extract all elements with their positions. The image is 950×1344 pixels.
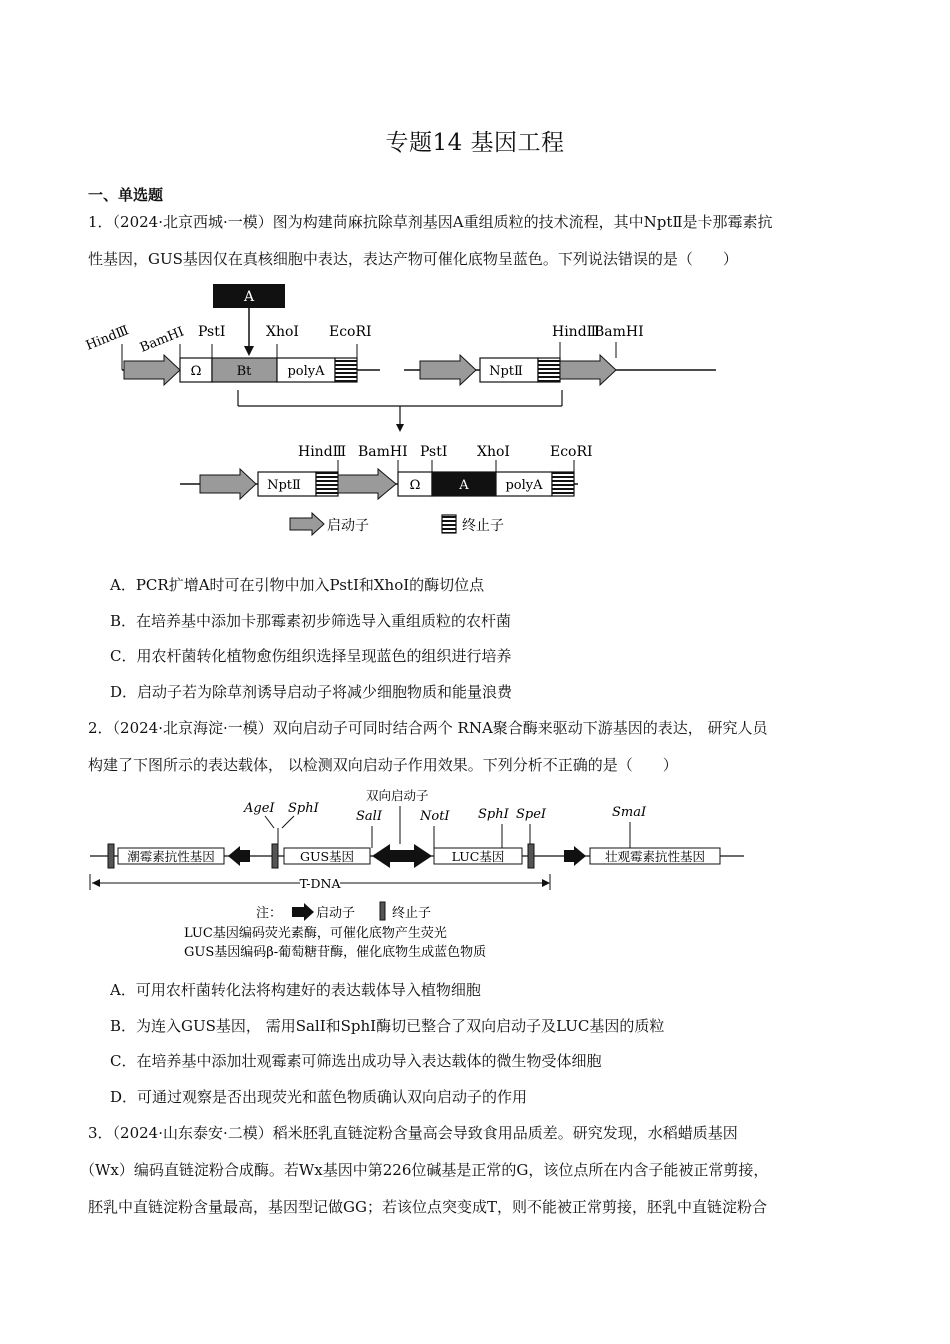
sma-site-label: SmaⅠ — [612, 805, 647, 820]
q2-option-b: B．为连入GUS基因， 需用SalI和SphI酶切已整合了双向启动子及LUC基因的质粒 — [110, 1017, 665, 1035]
npt-label-recomb: NptⅡ — [267, 478, 301, 493]
xho-label-recomb: XhoⅠ — [477, 444, 510, 460]
sal-site-label: SalⅠ — [356, 809, 382, 824]
q1-figure — [83, 280, 644, 542]
note-gus: GUS基因编码β-葡萄糖苷酶，催化底物生成蓝色物质 — [184, 945, 487, 960]
tdna-label: T-DNA — [299, 876, 341, 891]
q2-stem-line2: 构建了下图所示的表达载体， 以检测双向启动子作用效果。下列分析不正确的是（ ） — [88, 756, 678, 774]
note-prefix: 注： — [256, 906, 283, 921]
q1-option-c: C．用农杆菌转化植物愈伤组织选择呈现蓝色的组织进行培养 — [110, 647, 512, 665]
page-title: 专题14 基因工程 — [385, 130, 565, 156]
q2-stem-line1: 2．（2024·北京海淀·一模）双向启动子可同时结合两个 RNA聚合酶来驱动下游基因的表达， 研究人员 — [88, 719, 768, 737]
legend-promoter-symbol — [290, 513, 324, 535]
hind-label-right: HindⅢ — [552, 324, 601, 340]
q2-option-c: C．在培养基中添加壮观霉素可筛选出成功导入表达载体的微生物受体细胞 — [110, 1052, 602, 1070]
q1-option-b: B．在培养基中添加卡那霉素初步筛选导入重组质粒的农杆菌 — [110, 612, 512, 630]
note-terminator-label: 终止子 — [392, 906, 432, 921]
hyg-gene-label: 潮霉素抗性基因 — [127, 849, 215, 864]
note-terminator-symbol — [380, 902, 385, 920]
bt-label: Bt — [236, 364, 252, 379]
legend-terminator-label: 终止子 — [462, 518, 504, 534]
note-promoter-symbol — [292, 903, 314, 921]
bidir-promoter-label: 双向启动子 — [366, 788, 429, 803]
not-site-label: NotⅠ — [420, 809, 450, 824]
promoter-arrow — [124, 355, 180, 385]
polya-label: polyA — [287, 364, 325, 379]
q2-option-a: A．可用农杆菌转化法将构建好的表达载体导入植物细胞 — [110, 981, 481, 999]
q1-stem-line2: 性基因，GUS基因仅在真核细胞中表达，表达产物可催化底物呈蓝色。下列说法错误的是（ ） — [88, 250, 738, 268]
note-luc: LUC基因编码荧光素酶，可催化底物产生荧光 — [184, 926, 447, 941]
bam-label-right: BamHⅠ — [594, 324, 644, 340]
q1-option-a: A．PCR扩增A时可在引物中加入PstI和XhoI的酶切位点 — [110, 576, 485, 594]
section-heading: 一、单选题 — [88, 186, 164, 204]
q3-stem-line3: 胚乳中直链淀粉含量最高，基因型记做GG；若该位点突变成T，则不能被正常剪接，胚乳中直链淀粉合 — [88, 1198, 767, 1216]
note-promoter-label: 启动子 — [316, 906, 356, 921]
age-site-label: AgeⅠ — [244, 801, 275, 816]
q3-stem-line2: （Wx）编码直链淀粉合成酶。若Wx基因中第226位碱基是正常的G，该位点所在内含子能被正常剪接， — [80, 1161, 769, 1179]
omega-label: Ω — [190, 364, 202, 379]
gus-gene-label: GUS基因 — [299, 849, 355, 864]
polya-label-recomb: polyA — [505, 478, 543, 493]
npt-label-right: NptⅡ — [489, 364, 523, 379]
luc-gene-label: LUC基因 — [451, 849, 505, 864]
q3-stem-line1: 3．（2024·山东泰安·二模）稻米胚乳直链淀粉含量高会导致食用品质差。研究发现，水稻蜡质基因 — [88, 1124, 738, 1142]
sph2-site-label: SphⅠ — [478, 807, 509, 822]
pst-label-recomb: PstⅠ — [420, 444, 448, 460]
terminator-mark — [335, 358, 357, 382]
legend-terminator-symbol — [442, 515, 456, 533]
eco-label-recomb: EcoRⅠ — [550, 444, 593, 460]
hind-label-recomb: HindⅢ — [298, 444, 347, 460]
gene-a-label: A — [243, 289, 255, 305]
a-label-recomb: A — [459, 478, 469, 493]
bam-label-recomb: BamHⅠ — [358, 444, 408, 460]
omega-label-recomb: Ω — [409, 478, 421, 493]
q2-option-d: D．可通过观察是否出现荧光和蓝色物质确认双向启动子的作用 — [110, 1088, 528, 1106]
xho-label-left: XhoⅠ — [266, 324, 299, 340]
q1-stem-line1: 1．（2024·北京西城·一模）图为构建苘麻抗除草剂基因A重组质粒的技术流程，其中NptⅡ是卡那霉素抗 — [88, 213, 773, 231]
bar-gene-label: 壮观霉素抗性基因 — [604, 849, 706, 864]
spe-site-label: SpeⅠ — [516, 807, 547, 822]
pst-label-left: PstⅠ — [198, 324, 226, 340]
bam-label-left: BamHⅠ — [137, 324, 187, 356]
q1-option-d: D．启动子若为除草剂诱导启动子将减少细胞物质和能量浪费 — [110, 683, 513, 701]
eco-label-left: EcoRⅠ — [329, 324, 372, 340]
legend-promoter-label: 启动子 — [327, 518, 369, 534]
sph-site-label: SphⅠ — [288, 801, 319, 816]
q2-figure — [84, 786, 764, 968]
hind-label-left: HindⅢ — [83, 323, 131, 354]
bidirectional-promoter-arrow — [372, 844, 432, 868]
